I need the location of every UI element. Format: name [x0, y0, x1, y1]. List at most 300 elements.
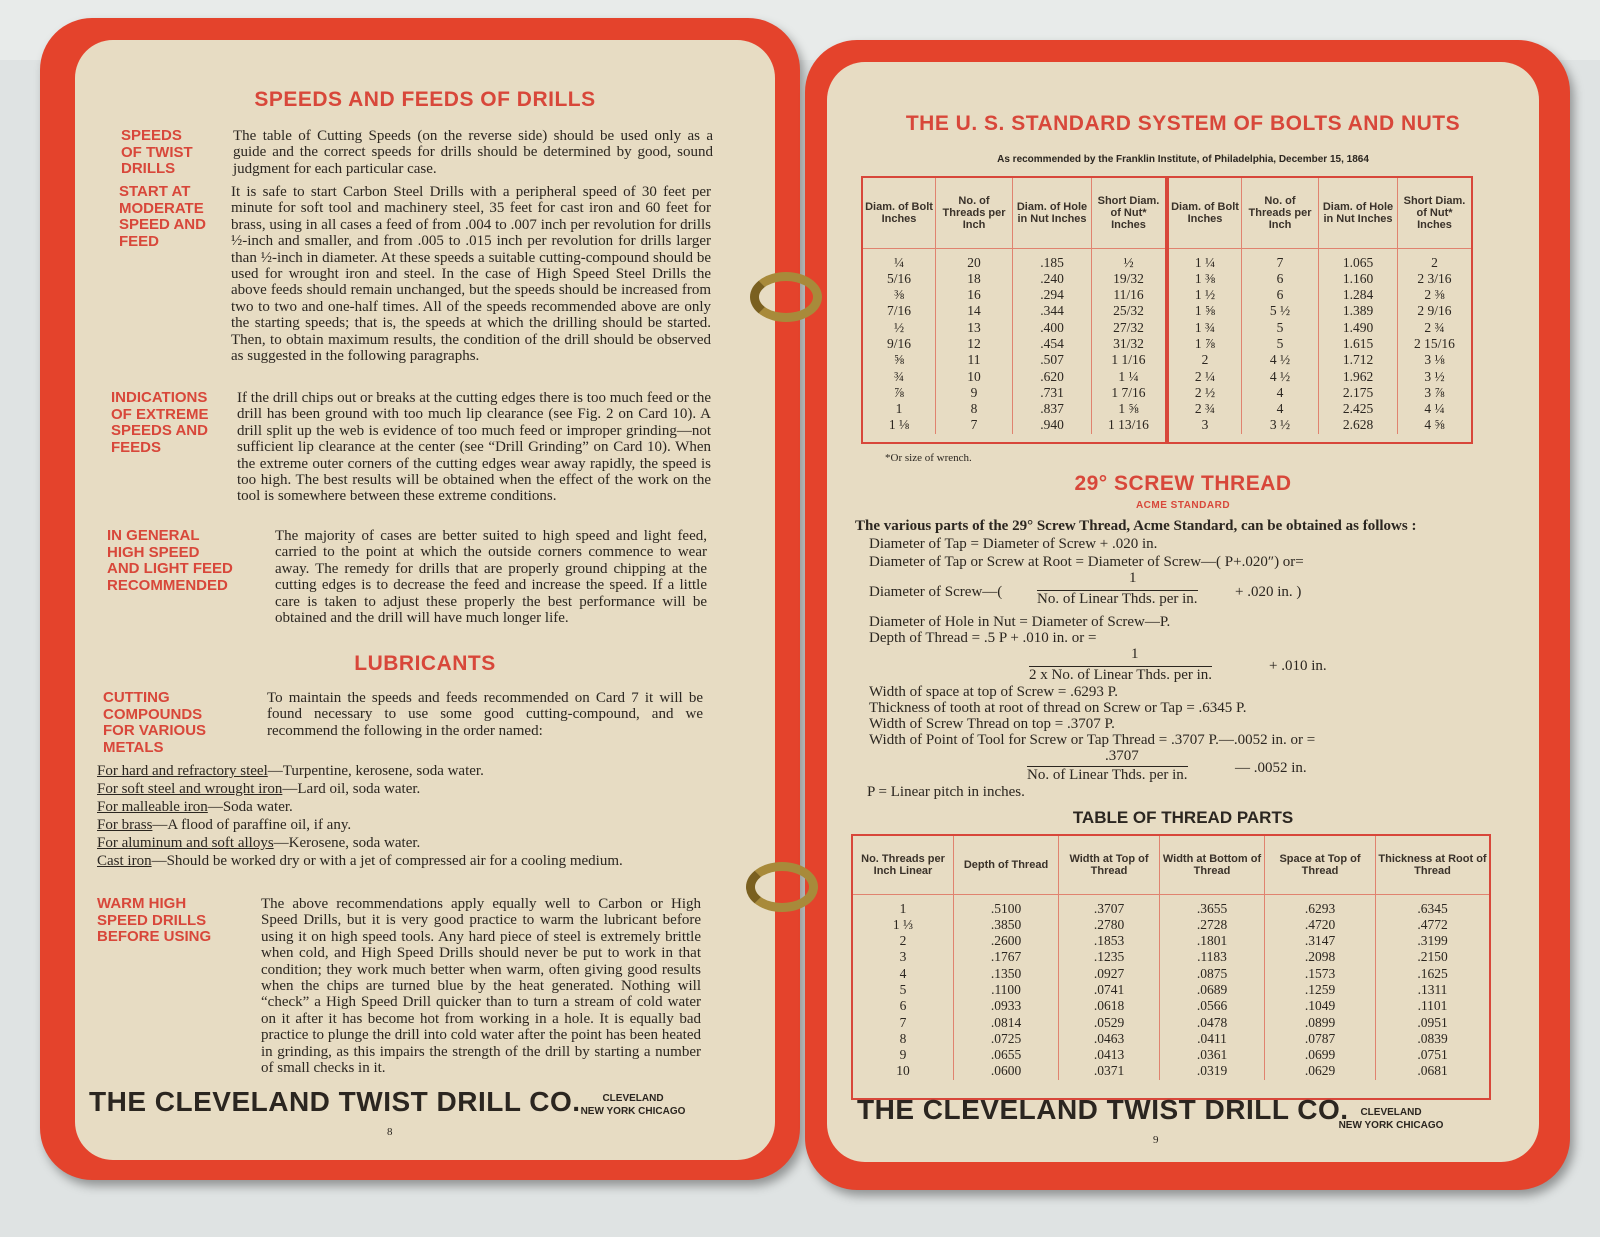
formula-numerator: .3707: [1105, 748, 1139, 764]
side-line: OF TWIST: [121, 143, 193, 161]
parts-cell: .0655: [954, 1047, 1059, 1063]
bolt-header: Diam. of Bolt Inches: [1169, 178, 1242, 248]
parts-cell: .1235: [1059, 949, 1160, 965]
bolt-cell: 11: [936, 352, 1013, 368]
bolt-cell: 2.425: [1319, 401, 1398, 417]
bolt-cell: 2 ¾: [1424, 319, 1445, 335]
formula-thickness: Thickness of tooth at root of thread on Screw or Tap = .6345 P.: [869, 700, 1247, 716]
side-line: BEFORE USING: [97, 928, 212, 945]
bolt-cell: 2 15/16: [1414, 335, 1455, 351]
bolt-header: Diam. of Bolt Inches: [863, 178, 936, 248]
side-line: HIGH SPEED: [107, 543, 200, 561]
parts-table: [853, 836, 1489, 1080]
formula-tool-expanded: [869, 748, 1429, 786]
bolt-table-frame: [861, 176, 1473, 444]
bolt-table-left: [863, 178, 1165, 434]
bolt-cell: 4 ¼: [1424, 401, 1445, 417]
side-line: METALS: [103, 738, 164, 756]
bolt-cell: 2 ½: [1169, 385, 1242, 401]
parts-cell: .3850: [954, 917, 1059, 933]
bolt-row: [1169, 369, 1471, 385]
parts-cell: .1801: [1160, 933, 1265, 949]
binder-ring-top: [750, 272, 822, 322]
warm-text: The above recommendations apply equally well to Carbon or High Speed Drills, but it is very good practice to warm the lubricant before using it on high speed tools. Any hard piece of steel is extremely brittle when cold, and High Speed Drills should never be put to work in that condition; they work much better when warm, often giving good results when the chips are turned blue by the heat generated. Nothing will “check” a High Speed Drill quicker than to turn a stream of cold water on it after it has become hot from working in a hole. It is equally bad practice to plunge the drill into cold water after the point has been heated in grinding, as this impairs the strength of the drill by starting a number of small checks in it.: [261, 896, 701, 1077]
formula-denominator: 2 x No. of Linear Thds. per in.: [1029, 667, 1213, 683]
right-footer-cities: [1321, 1106, 1461, 1132]
formula-lead: Diameter of Screw—(: [869, 584, 1003, 600]
footer-city: NEW YORK CHICAGO: [580, 1106, 686, 1117]
bolt-row: [863, 248, 1165, 271]
formula-numerator: 1: [1129, 570, 1137, 586]
compound-item: [97, 762, 709, 780]
formula-denominator: No. of Linear Thds. per in.: [1037, 591, 1198, 607]
bolt-cell: 1.160: [1319, 271, 1398, 287]
parts-cell: .4720: [1265, 917, 1376, 933]
compound-metal: For soft steel and wrought iron: [97, 781, 283, 797]
side-line: CUTTING: [103, 689, 170, 706]
bolt-cell: 1.615: [1319, 336, 1398, 352]
formula-space: Width of space at top of Screw = .6293 P.: [869, 684, 1119, 700]
parts-cell: 9: [853, 1047, 954, 1063]
left-page-number: 8: [387, 1126, 393, 1138]
bolt-cell: 4: [1242, 385, 1319, 401]
side-line: WARM HIGH: [97, 895, 187, 912]
parts-cell: 2: [853, 933, 954, 949]
parts-cell: .3655: [1160, 894, 1265, 917]
bolt-cell: 25/32: [1113, 303, 1144, 319]
parts-cell: .0751: [1417, 1047, 1448, 1063]
formula-depth-expanded: [869, 646, 1429, 688]
cutting-text: To maintain the speeds and feeds recommended on Card 7 it will be found necessary to use some good cutting-compound, and we recommend the following in the order named:: [267, 690, 703, 739]
bolt-cell: 2 ¾: [1169, 401, 1242, 417]
footer-city: CLEVELAND: [602, 1093, 664, 1104]
bolt-cell: 2: [1431, 254, 1438, 270]
parts-header: No. Threads per Inch Linear: [853, 836, 954, 894]
bolt-cell: 1 ¼: [1169, 248, 1242, 271]
bolt-cell: 2.628: [1319, 417, 1398, 433]
parts-cell: 8: [853, 1031, 954, 1047]
bolt-cell: 3 ⅛: [1424, 352, 1445, 368]
bolt-cell: 1 ½: [1169, 287, 1242, 303]
parts-cell: .1100: [954, 982, 1059, 998]
bolt-cell: 9: [936, 385, 1013, 401]
parts-cell: .0411: [1160, 1031, 1265, 1047]
bolt-cell: 2 ¼: [1169, 369, 1242, 385]
bolt-cell: .620: [1013, 369, 1092, 385]
binder-ring-bottom: [746, 862, 818, 912]
bolt-cell: 1.490: [1319, 320, 1398, 336]
parts-cell: 7: [853, 1015, 954, 1031]
side-line: FEEDS: [111, 438, 162, 456]
bolt-cell: ½: [1123, 254, 1134, 270]
bolt-cell: 1 ⅞: [1169, 336, 1242, 352]
parts-cell: .0361: [1160, 1047, 1265, 1063]
formula-tail: — .0052 in.: [1235, 760, 1307, 776]
bolt-cell: 13: [936, 320, 1013, 336]
bolt-cell: 5 ½: [1242, 303, 1319, 319]
bolt-cell: 1 ⅜: [1169, 271, 1242, 287]
compound-metal: Cast iron: [97, 853, 152, 869]
parts-cell: .0951: [1417, 1014, 1448, 1030]
parts-header: Depth of Thread: [954, 836, 1059, 894]
bolt-cell: 2: [1169, 352, 1242, 368]
footer-city: NEW YORK CHICAGO: [1338, 1120, 1444, 1131]
parts-cell: .1573: [1265, 966, 1376, 982]
left-footer-cities: [563, 1092, 703, 1118]
bolt-cell: 7: [936, 417, 1013, 433]
bolt-cell: 7: [1242, 248, 1319, 271]
parts-cell: .0933: [954, 998, 1059, 1014]
bolt-row: [863, 287, 1165, 303]
bolt-cell: .400: [1013, 320, 1092, 336]
bolt-header: Diam. of Hole in Nut Inches: [1319, 178, 1398, 248]
bolt-cell: 1 ⅝: [1169, 303, 1242, 319]
bolt-header: Short Diam. of Nut* Inches: [1092, 178, 1166, 248]
screw-intro: The various parts of the 29° Screw Thread, Acme Standard, can be obtained as follows :: [855, 518, 1417, 534]
compound-rest: —Soda water.: [207, 799, 293, 815]
bolt-cell: 19/32: [1113, 270, 1144, 286]
bolt-table-body: [1169, 248, 1471, 434]
bolt-row: [1169, 271, 1471, 287]
bolt-cell: 18: [936, 271, 1013, 287]
parts-cell: .1350: [954, 966, 1059, 982]
compound-rest: —Should be worked dry or with a jet of compressed air for a cooling medium.: [151, 853, 623, 869]
bolt-header-row: [863, 178, 1165, 248]
formula-depth: Depth of Thread = .5 P + .010 in. or =: [869, 630, 1097, 646]
parts-row: [853, 894, 1489, 917]
compound-item: [97, 798, 709, 816]
parts-header-row: [853, 836, 1489, 894]
parts-cell: 3: [853, 949, 954, 965]
bolt-cell: 1.065: [1319, 248, 1398, 271]
bolt-cell: 5: [1242, 336, 1319, 352]
bolt-cell: 1 ¾: [1169, 320, 1242, 336]
side-line: START AT: [119, 183, 191, 200]
bolt-cell: 3: [1169, 417, 1242, 433]
parts-cell: .0566: [1160, 998, 1265, 1014]
parts-cell: .1183: [1160, 949, 1265, 965]
side-line: COMPOUNDS: [103, 705, 203, 723]
compound-rest: —Lard oil, soda water.: [282, 781, 421, 797]
parts-header: Thickness at Root of Thread: [1376, 836, 1490, 894]
bolt-cell: 16: [936, 287, 1013, 303]
bolt-cell: 6: [1242, 287, 1319, 303]
bolt-footnote: *Or size of wrench.: [885, 452, 972, 464]
compound-item: [97, 780, 709, 798]
formula-numerator: 1: [1131, 646, 1139, 662]
parts-cell: .1853: [1059, 933, 1160, 949]
bolt-row: [1169, 385, 1471, 401]
parts-cell: .1259: [1265, 982, 1376, 998]
bolt-cell: 2 3/16: [1417, 270, 1452, 286]
parts-cell: .0689: [1160, 982, 1265, 998]
parts-cell: .0699: [1265, 1047, 1376, 1063]
bolt-cell: 5: [1242, 320, 1319, 336]
parts-header: Width at Top of Thread: [1059, 836, 1160, 894]
bolt-row: [1169, 417, 1471, 433]
bolt-row: [863, 320, 1165, 336]
parts-row: [853, 982, 1489, 998]
bolt-cell: .731: [1013, 385, 1092, 401]
bolt-cell: 3 ⅞: [1424, 384, 1445, 400]
parts-cell: .2728: [1160, 917, 1265, 933]
side-heading-cutting: [103, 690, 206, 756]
parts-cell: .4772: [1417, 916, 1448, 932]
bolt-cell: 2 ⅜: [1424, 287, 1445, 303]
formula-tap: Diameter of Tap = Diameter of Screw + .020 in.: [869, 536, 1158, 552]
parts-cell: .0529: [1059, 1015, 1160, 1031]
right-card: [805, 40, 1570, 1190]
bolt-cell: 1.284: [1319, 287, 1398, 303]
parts-cell: .0618: [1059, 998, 1160, 1014]
bolt-cell: 27/32: [1113, 319, 1144, 335]
formula-root: Diameter of Tap or Screw at Root = Diameter of Screw—( P+.020″) or=: [869, 554, 1304, 570]
parts-header: Space at Top of Thread: [1265, 836, 1376, 894]
parts-row: [853, 949, 1489, 965]
formula-hole: Diameter of Hole in Nut = Diameter of Screw—P.: [869, 614, 1171, 630]
parts-row: [853, 933, 1489, 949]
left-card: [40, 18, 800, 1180]
right-footer-company: THE CLEVELAND TWIST DRILL CO.: [857, 1094, 1349, 1125]
parts-row: [853, 1063, 1489, 1079]
bolt-table-body: [863, 248, 1165, 434]
bolt-cell: .240: [1013, 271, 1092, 287]
compound-list: [97, 762, 709, 870]
parts-cell: .0787: [1265, 1031, 1376, 1047]
bolt-header: Diam. of Hole in Nut Inches: [1013, 178, 1092, 248]
parts-cell: .0875: [1160, 966, 1265, 982]
bolt-cell: ⅝: [863, 352, 936, 368]
parts-row: [853, 1031, 1489, 1047]
parts-cell: .3707: [1059, 894, 1160, 917]
parts-cell: 1: [853, 894, 954, 917]
side-heading-general: [107, 528, 233, 594]
bolt-cell: 12: [936, 336, 1013, 352]
parts-cell: .1625: [1417, 965, 1448, 981]
parts-header: Width at Bottom of Thread: [1160, 836, 1265, 894]
bolt-row: [1169, 401, 1471, 417]
parts-cell: .6345: [1417, 900, 1448, 916]
compound-item: [97, 834, 709, 852]
side-line: IN GENERAL: [107, 527, 200, 544]
bolt-cell: 1 ⅝: [1118, 401, 1139, 417]
bolt-cell: 1.962: [1319, 369, 1398, 385]
parts-cell: 10: [853, 1063, 954, 1079]
compound-metal: For aluminum and soft alloys: [97, 835, 274, 851]
parts-cell: .6293: [1265, 894, 1376, 917]
side-line: SPEED AND: [119, 216, 206, 233]
parts-cell: .3147: [1265, 933, 1376, 949]
right-page: [827, 62, 1539, 1162]
section-text-indications: If the drill chips out or breaks at the cutting edges there is too much feed or the drill has been ground with too much lip clearance (see Fig. 2 on Card 10). A drill split up the web is evidence of too much feed or improper grinding—not sufficient lip clearance at the center (see “Drill Grinding” on Card 10). When the extreme outer corners of the cutting edges wear away rapidly, the speed is too high. The best results will be obtained when the effect of the work on the tool is somewhere between these extreme conditions.: [237, 390, 711, 505]
bolt-cell: .344: [1013, 303, 1092, 319]
bolt-cell: 8: [936, 401, 1013, 417]
formula-pitch: P = Linear pitch in inches.: [867, 784, 1025, 800]
formula-tail: + .010 in.: [1269, 658, 1327, 674]
bolt-row: [863, 352, 1165, 368]
bolt-header: No. of Threads per Inch: [1242, 178, 1319, 248]
side-line: RECOMMENDED: [107, 576, 228, 594]
bolt-cell: ¼: [863, 248, 936, 271]
bolt-row: [1169, 303, 1471, 319]
parts-cell: .0463: [1059, 1031, 1160, 1047]
bolt-cell: 3 ½: [1424, 368, 1445, 384]
bolt-cell: 7/16: [863, 303, 936, 319]
bolt-cell: 10: [936, 369, 1013, 385]
section-text-start: It is safe to start Carbon Steel Drills with a peripheral speed of 30 feet per minute for soft tool and machinery steel, 35 feet for cast iron and 60 feet for brass, using in all cases a feed of from .004 to .007 inch per revolution for drills ½-inch and smaller, and from .005 to .015 inch per revolution for drills larger than ½-inch in diameter. At these speeds a suitable cutting-compound should be used for wrought iron and steel. In the case of High Speed Steel Drills the above feeds should remain unchanged, but the speeds should be increased from two to two and one-half times. All of the speeds recommended above are only the starting speeds; that is, the speeds at which the drilling should be started. Then, to obtain maximum results, the condition of the drill should be observed as suggested in the following paragraphs.: [231, 184, 711, 365]
parts-cell: .1311: [1417, 981, 1448, 997]
bolt-cell: 20: [936, 248, 1013, 271]
bolt-header: Short Diam. of Nut* Inches: [1398, 178, 1472, 248]
side-line: SPEEDS AND: [111, 422, 208, 439]
parts-cell: .0319: [1160, 1063, 1265, 1079]
bolt-cell: .454: [1013, 336, 1092, 352]
bolt-row: [863, 369, 1165, 385]
compound-item: [97, 816, 709, 834]
left-page: [75, 40, 775, 1160]
bolt-row: [863, 271, 1165, 287]
bolt-cell: 4 ⅝: [1424, 417, 1445, 433]
left-footer-company: THE CLEVELAND TWIST DRILL CO.: [89, 1086, 581, 1117]
bolt-cell: 1 7/16: [1111, 384, 1146, 400]
side-line: FOR VARIOUS: [103, 722, 207, 739]
side-line: INDICATIONS: [111, 389, 208, 406]
bolt-row: [863, 303, 1165, 319]
parts-cell: .0413: [1059, 1047, 1160, 1063]
side-line: SPEEDS: [121, 127, 182, 144]
compound-item: [97, 852, 709, 870]
side-line: DRILLS: [121, 160, 176, 177]
parts-cell: .0371: [1059, 1063, 1160, 1079]
bolt-cell: 4: [1242, 401, 1319, 417]
parts-row: [853, 966, 1489, 982]
parts-cell: 5: [853, 982, 954, 998]
formula-tail: + .020 in. ): [1235, 584, 1302, 600]
parts-table-body: [853, 894, 1489, 1080]
bolts-subtitle: As recommended by the Franklin Institute, of Philadelphia, December 15, 1864: [997, 154, 1369, 165]
side-heading-warm: [97, 896, 211, 946]
footer-city: CLEVELAND: [1360, 1107, 1422, 1118]
side-line: OF EXTREME: [111, 405, 209, 423]
bolt-header-row: [1169, 178, 1471, 248]
formula-tool-point: Width of Point of Tool for Screw or Tap Thread = .3707 P.—.0052 in. or =: [869, 732, 1316, 748]
side-line: FEED: [119, 232, 160, 250]
parts-cell: .0600: [954, 1063, 1059, 1079]
bolt-cell: ½: [863, 320, 936, 336]
parts-cell: .0814: [954, 1015, 1059, 1031]
bolt-row: [1169, 336, 1471, 352]
parts-cell: .0741: [1059, 982, 1160, 998]
parts-cell: .3199: [1417, 933, 1448, 949]
compound-rest: —A flood of paraffine oil, if any.: [152, 817, 352, 833]
bolt-row: [863, 401, 1165, 417]
section-text-general: The majority of cases are better suited to high speed and light feed, carried to the point at which the outside corners commence to wear away. The remedy for drills that are properly ground chipping at the cutting edges is to decrease the feed and increase the speed. If a little care is taken to adjust these properly the best performance will be obtained and the drill will have much longer life.: [275, 528, 707, 627]
bolt-row: [1169, 352, 1471, 368]
parts-cell: .1767: [954, 949, 1059, 965]
bolt-cell: 4 ½: [1242, 369, 1319, 385]
compound-metal: For malleable iron: [97, 799, 208, 815]
parts-cell: .2098: [1265, 949, 1376, 965]
parts-row: [853, 1015, 1489, 1031]
bolt-cell: 1 ⅛: [863, 417, 936, 433]
bolt-cell: .185: [1013, 248, 1092, 271]
parts-cell: .0629: [1265, 1063, 1376, 1079]
bolt-cell: 2.175: [1319, 385, 1398, 401]
bolt-row: [1169, 248, 1471, 271]
compound-metal: For hard and refractory steel: [97, 763, 268, 779]
compound-rest: —Kerosene, soda water.: [273, 835, 421, 851]
bolt-cell: 31/32: [1113, 335, 1144, 351]
bolt-table-right: [1169, 178, 1471, 434]
compound-metal: For brass: [97, 817, 153, 833]
bolt-cell: .837: [1013, 401, 1092, 417]
side-line: AND LIGHT FEED: [107, 560, 233, 577]
parts-row: [853, 917, 1489, 933]
parts-title: TABLE OF THREAD PARTS: [1072, 808, 1294, 827]
bolt-cell: ⅜: [863, 287, 936, 303]
parts-cell: .1101: [1417, 998, 1448, 1014]
bolt-row: [1169, 320, 1471, 336]
parts-cell: .5100: [954, 894, 1059, 917]
bolt-cell: 1: [863, 401, 936, 417]
bolt-cell: 1 ¼: [1118, 368, 1139, 384]
bolt-cell: 1.389: [1319, 303, 1398, 319]
parts-cell: 6: [853, 998, 954, 1014]
bolt-cell: ¾: [863, 369, 936, 385]
compound-rest: —Turpentine, kerosene, soda water.: [267, 763, 484, 779]
parts-cell: .0899: [1265, 1015, 1376, 1031]
parts-table-frame: [851, 834, 1491, 1100]
side-line: SPEED DRILLS: [97, 911, 207, 929]
parts-cell: 1 ⅓: [853, 917, 954, 933]
bolt-cell: 3 ½: [1242, 417, 1319, 433]
bolt-cell: 6: [1242, 271, 1319, 287]
screw-subtitle: ACME STANDARD: [1135, 500, 1231, 511]
parts-cell: .2600: [954, 933, 1059, 949]
bolt-cell: 1 1/16: [1111, 352, 1146, 368]
left-title: SPEEDS AND FEEDS OF DRILLS: [254, 88, 596, 111]
bolt-cell: ⅞: [863, 385, 936, 401]
bolt-row: [863, 385, 1165, 401]
parts-cell: 4: [853, 966, 954, 982]
side-heading-speeds: [121, 128, 193, 178]
bolt-header: No. of Threads per Inch: [936, 178, 1013, 248]
screw-title: 29° SCREW THREAD: [1074, 472, 1292, 495]
bolt-row: [863, 417, 1165, 433]
bolt-cell: 2 9/16: [1417, 303, 1452, 319]
bolt-cell: 1 13/16: [1108, 417, 1149, 433]
formula-denominator: No. of Linear Thds. per in.: [1027, 767, 1188, 783]
bolt-cell: 14: [936, 303, 1013, 319]
parts-cell: .0681: [1417, 1063, 1448, 1079]
bolt-cell: 9/16: [863, 336, 936, 352]
parts-row: [853, 998, 1489, 1014]
bolt-cell: 4 ½: [1242, 352, 1319, 368]
formula-width-top: Width of Screw Thread on top = .3707 P.: [869, 716, 1115, 732]
side-heading-indications: [111, 390, 209, 456]
parts-cell: .0725: [954, 1031, 1059, 1047]
parts-cell: .1049: [1265, 998, 1376, 1014]
bolt-cell: 11/16: [1113, 287, 1144, 303]
bolt-row: [1169, 287, 1471, 303]
parts-row: [853, 1047, 1489, 1063]
right-page-number: 9: [1153, 1134, 1159, 1146]
bolts-title: THE U. S. STANDARD SYSTEM OF BOLTS AND NUTS: [905, 112, 1461, 135]
bolt-cell: .940: [1013, 417, 1092, 433]
bolt-cell: .507: [1013, 352, 1092, 368]
bolt-cell: 5/16: [863, 271, 936, 287]
lubricants-title: LUBRICANTS: [354, 652, 496, 675]
